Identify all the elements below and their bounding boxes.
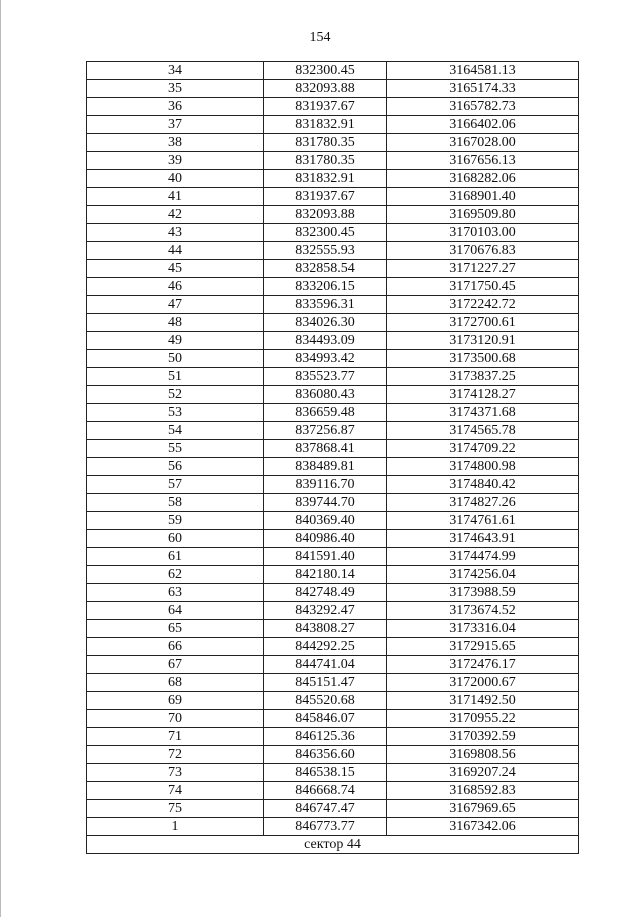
y-coordinate-cell: 3174565.78 [387,422,579,440]
x-coordinate-cell: 843808.27 [264,620,387,638]
table-row [87,710,579,728]
table-row [87,404,579,422]
point-number-cell: 67 [87,656,264,674]
y-coordinate-cell: 3167969.65 [387,800,579,818]
y-coordinate-cell: 3174800.98 [387,458,579,476]
x-coordinate-cell: 846773.77 [264,818,387,836]
table-row [87,80,579,98]
x-coordinate-cell: 846125.36 [264,728,387,746]
table-row [87,116,579,134]
table-row [87,728,579,746]
table-row [87,530,579,548]
table-row [87,764,579,782]
y-coordinate-cell: 3174827.26 [387,494,579,512]
y-coordinate-cell: 3172242.72 [387,296,579,314]
x-coordinate-cell: 834993.42 [264,350,387,368]
point-number-cell: 75 [87,800,264,818]
point-number-cell: 63 [87,584,264,602]
y-coordinate-cell: 3170392.59 [387,728,579,746]
y-coordinate-cell: 3170676.83 [387,242,579,260]
point-number-cell: 70 [87,710,264,728]
point-number-cell: 60 [87,530,264,548]
y-coordinate-cell: 3173500.68 [387,350,579,368]
point-number-cell: 44 [87,242,264,260]
table-row [87,188,579,206]
table-row [87,368,579,386]
point-number-cell: 49 [87,332,264,350]
x-coordinate-cell: 831937.67 [264,98,387,116]
x-coordinate-cell: 846356.60 [264,746,387,764]
table-row [87,620,579,638]
point-number-cell: 39 [87,152,264,170]
table-row [87,206,579,224]
x-coordinate-cell: 842180.14 [264,566,387,584]
y-coordinate-cell: 3173988.59 [387,584,579,602]
table-row [87,350,579,368]
x-coordinate-cell: 845846.07 [264,710,387,728]
point-number-cell: 52 [87,386,264,404]
x-coordinate-cell: 831832.91 [264,170,387,188]
table-row [87,170,579,188]
point-number-cell: 36 [87,98,264,116]
y-coordinate-cell: 3174371.68 [387,404,579,422]
y-coordinate-cell: 3171750.45 [387,278,579,296]
x-coordinate-cell: 831832.91 [264,116,387,134]
point-number-cell: 61 [87,548,264,566]
table-row [87,638,579,656]
point-number-cell: 56 [87,458,264,476]
sector-label: сектор 44 [87,836,579,854]
y-coordinate-cell: 3171492.50 [387,692,579,710]
y-coordinate-cell: 3174256.04 [387,566,579,584]
x-coordinate-cell: 831780.35 [264,134,387,152]
x-coordinate-cell: 844741.04 [264,656,387,674]
page-number: 154 [309,30,331,45]
point-number-cell: 74 [87,782,264,800]
y-coordinate-cell: 3173316.04 [387,620,579,638]
point-number-cell: 45 [87,260,264,278]
x-coordinate-cell: 832300.45 [264,62,387,80]
y-coordinate-cell: 3171227.27 [387,260,579,278]
table-row [87,260,579,278]
y-coordinate-cell: 3164581.13 [387,62,579,80]
point-number-cell: 51 [87,368,264,386]
y-coordinate-cell: 3174761.61 [387,512,579,530]
table-row [87,566,579,584]
point-number-cell: 69 [87,692,264,710]
point-number-cell: 40 [87,170,264,188]
x-coordinate-cell: 845520.68 [264,692,387,710]
point-number-cell: 1 [87,818,264,836]
y-coordinate-cell: 3168282.06 [387,170,579,188]
table-row [87,242,579,260]
point-number-cell: 35 [87,80,264,98]
table-row [87,314,579,332]
x-coordinate-cell: 839116.70 [264,476,387,494]
y-coordinate-cell: 3167342.06 [387,818,579,836]
table-row [87,422,579,440]
y-coordinate-cell: 3173120.91 [387,332,579,350]
y-coordinate-cell: 3167028.00 [387,134,579,152]
y-coordinate-cell: 3169808.56 [387,746,579,764]
point-number-cell: 41 [87,188,264,206]
y-coordinate-cell: 3168901.40 [387,188,579,206]
point-number-cell: 43 [87,224,264,242]
table-row [87,152,579,170]
point-number-cell: 48 [87,314,264,332]
y-coordinate-cell: 3167656.13 [387,152,579,170]
point-number-cell: 65 [87,620,264,638]
point-number-cell: 42 [87,206,264,224]
y-coordinate-cell: 3169207.24 [387,764,579,782]
point-number-cell: 53 [87,404,264,422]
x-coordinate-cell: 833596.31 [264,296,387,314]
point-number-cell: 62 [87,566,264,584]
x-coordinate-cell: 835523.77 [264,368,387,386]
y-coordinate-cell: 3165174.33 [387,80,579,98]
x-coordinate-cell: 846668.74 [264,782,387,800]
table-row [87,674,579,692]
x-coordinate-cell: 843292.47 [264,602,387,620]
coordinates-table [86,61,579,854]
x-coordinate-cell: 833206.15 [264,278,387,296]
table-row [87,134,579,152]
y-coordinate-cell: 3172476.17 [387,656,579,674]
x-coordinate-cell: 840986.40 [264,530,387,548]
point-number-cell: 34 [87,62,264,80]
y-coordinate-cell: 3174643.91 [387,530,579,548]
x-coordinate-cell: 837868.41 [264,440,387,458]
x-coordinate-cell: 844292.25 [264,638,387,656]
point-number-cell: 73 [87,764,264,782]
y-coordinate-cell: 3168592.83 [387,782,579,800]
x-coordinate-cell: 838489.81 [264,458,387,476]
x-coordinate-cell: 836659.48 [264,404,387,422]
table-row [87,98,579,116]
coordinates-table-body [87,62,579,854]
point-number-cell: 55 [87,440,264,458]
x-coordinate-cell: 831937.67 [264,188,387,206]
point-number-cell: 46 [87,278,264,296]
y-coordinate-cell: 3172915.65 [387,638,579,656]
y-coordinate-cell: 3173837.25 [387,368,579,386]
x-coordinate-cell: 834493.09 [264,332,387,350]
table-row [87,386,579,404]
y-coordinate-cell: 3174840.42 [387,476,579,494]
table-row [87,296,579,314]
point-number-cell: 38 [87,134,264,152]
table-row [87,602,579,620]
x-coordinate-cell: 831780.35 [264,152,387,170]
x-coordinate-cell: 841591.40 [264,548,387,566]
x-coordinate-cell: 842748.49 [264,584,387,602]
point-number-cell: 64 [87,602,264,620]
point-number-cell: 66 [87,638,264,656]
point-number-cell: 71 [87,728,264,746]
table-row [87,512,579,530]
point-number-cell: 57 [87,476,264,494]
table-row [87,62,579,80]
y-coordinate-cell: 3174709.22 [387,440,579,458]
y-coordinate-cell: 3170955.22 [387,710,579,728]
y-coordinate-cell: 3172000.67 [387,674,579,692]
point-number-cell: 50 [87,350,264,368]
x-coordinate-cell: 832858.54 [264,260,387,278]
x-coordinate-cell: 832300.45 [264,224,387,242]
table-row [87,656,579,674]
x-coordinate-cell: 832555.93 [264,242,387,260]
x-coordinate-cell: 840369.40 [264,512,387,530]
point-number-cell: 47 [87,296,264,314]
y-coordinate-cell: 3169509.80 [387,206,579,224]
x-coordinate-cell: 846538.15 [264,764,387,782]
table-row [87,800,579,818]
table-row [87,692,579,710]
y-coordinate-cell: 3170103.00 [387,224,579,242]
table-row [87,584,579,602]
y-coordinate-cell: 3172700.61 [387,314,579,332]
page-edge-line [0,0,1,917]
x-coordinate-cell: 836080.43 [264,386,387,404]
x-coordinate-cell: 834026.30 [264,314,387,332]
table-row [87,548,579,566]
y-coordinate-cell: 3165782.73 [387,98,579,116]
y-coordinate-cell: 3166402.06 [387,116,579,134]
x-coordinate-cell: 837256.87 [264,422,387,440]
x-coordinate-cell: 832093.88 [264,206,387,224]
table-row [87,782,579,800]
point-number-cell: 59 [87,512,264,530]
y-coordinate-cell: 3173674.52 [387,602,579,620]
table-row [87,746,579,764]
point-number-cell: 58 [87,494,264,512]
y-coordinate-cell: 3174474.99 [387,548,579,566]
table-row [87,440,579,458]
table-row [87,494,579,512]
sector-row [87,836,579,854]
table-row [87,458,579,476]
x-coordinate-cell: 839744.70 [264,494,387,512]
x-coordinate-cell: 832093.88 [264,80,387,98]
point-number-cell: 72 [87,746,264,764]
table-row [87,278,579,296]
point-number-cell: 37 [87,116,264,134]
point-number-cell: 54 [87,422,264,440]
x-coordinate-cell: 846747.47 [264,800,387,818]
table-row [87,476,579,494]
y-coordinate-cell: 3174128.27 [387,386,579,404]
x-coordinate-cell: 845151.47 [264,674,387,692]
table-row [87,332,579,350]
table-row [87,224,579,242]
point-number-cell: 68 [87,674,264,692]
table-row [87,818,579,836]
